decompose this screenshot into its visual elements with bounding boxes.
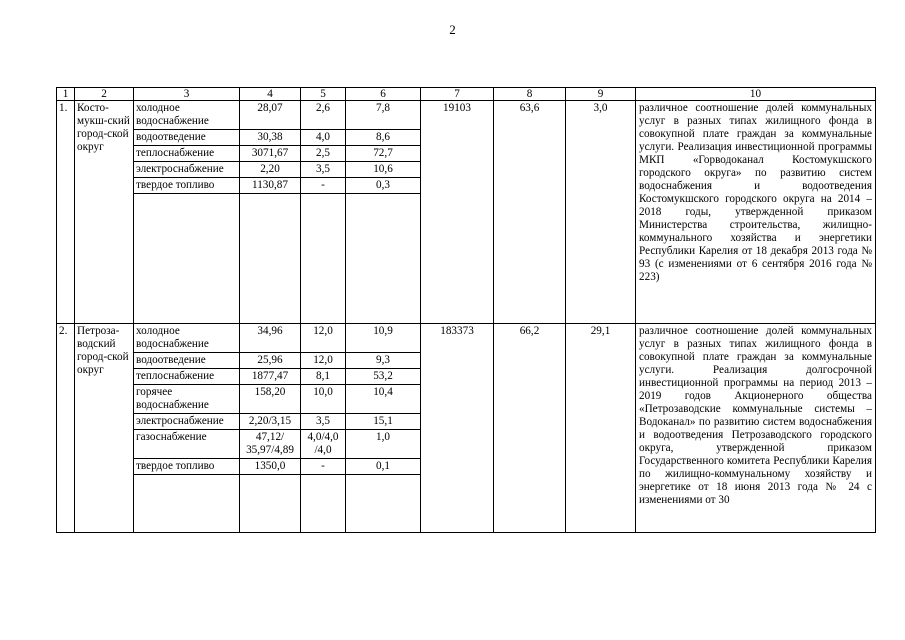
- service-name: холодное водоснабжение: [134, 101, 240, 130]
- service-name: электроснабжение: [134, 414, 240, 430]
- value-cell: 1130,87: [240, 178, 301, 194]
- value-cell: 30,38: [240, 130, 301, 146]
- value-cell: 0,3: [346, 178, 421, 194]
- service-name: электроснабжение: [134, 162, 240, 178]
- value-cell: 2,6: [301, 101, 346, 130]
- value-cell: 2,5: [301, 146, 346, 162]
- value-cell: 28,07: [240, 101, 301, 130]
- value-cell: 1,0: [346, 430, 421, 459]
- value-cell: 158,20: [240, 385, 301, 414]
- value-cell: 34,96: [240, 324, 301, 353]
- value-cell: 7,8: [346, 101, 421, 130]
- header-cell: 2: [75, 88, 134, 101]
- service-name: теплоснабжение: [134, 369, 240, 385]
- value-cell: 4,0/4,0 /4,0: [301, 430, 346, 459]
- value-cell: 10,0: [301, 385, 346, 414]
- value-cell: 0,1: [346, 459, 421, 475]
- value-cell: -: [301, 178, 346, 194]
- value-cell: 8,6: [346, 130, 421, 146]
- value-cell: 12,0: [301, 353, 346, 369]
- value-cell: 53,2: [346, 369, 421, 385]
- value-cell: 25,96: [240, 353, 301, 369]
- header-cell: 9: [566, 88, 636, 101]
- value-cell: 72,7: [346, 146, 421, 162]
- service-name: горячее водоснабжение: [134, 385, 240, 414]
- value-cell: 9,3: [346, 353, 421, 369]
- value-cell: 8,1: [301, 369, 346, 385]
- empty-cell: [301, 194, 346, 324]
- value-cell: 63,6: [494, 101, 566, 324]
- header-cell: 10: [636, 88, 876, 101]
- value-cell: 3071,67: [240, 146, 301, 162]
- empty-cell: [240, 475, 301, 533]
- value-cell: 1350,0: [240, 459, 301, 475]
- row-number: 1.: [57, 101, 75, 324]
- value-cell: 2,20: [240, 162, 301, 178]
- header-cell: 6: [346, 88, 421, 101]
- value-cell: 3,5: [301, 162, 346, 178]
- tariff-table: [56, 87, 876, 533]
- table-row: [57, 101, 876, 130]
- description-cell: различное соотношение долей коммунальных услуг в разных типах жилищного фонда в совокупной плате граждан за коммунальные услуги. Реализация инвестиционной программы МКП «Горводоканал Костомукшского городского округа» по развитию систем водоснабжения и водоотведения Костомукшского городского округа на 2014 – 2018 годы, утвержденной приказом Министерства строительства, жилищно-коммунального хозяйства и энергетики Республики Карелия от 18 декабря 2013 года № 93 (с изменениями от 6 сентября 2016 года № 223): [636, 101, 876, 324]
- header-cell: 5: [301, 88, 346, 101]
- service-name: твердое топливо: [134, 178, 240, 194]
- value-cell: 3,5: [301, 414, 346, 430]
- service-name: водоотведение: [134, 353, 240, 369]
- header-cell: 8: [494, 88, 566, 101]
- value-cell: 4,0: [301, 130, 346, 146]
- empty-cell: [134, 475, 240, 533]
- empty-cell: [301, 475, 346, 533]
- header-row: [57, 88, 876, 101]
- district-cell: Петроза-водский город-ской округ: [75, 324, 134, 533]
- service-name: теплоснабжение: [134, 146, 240, 162]
- value-cell: 2,20/3,15: [240, 414, 301, 430]
- page-number: 2: [449, 22, 456, 37]
- value-cell: 3,0: [566, 101, 636, 324]
- value-cell: 10,9: [346, 324, 421, 353]
- value-cell: 29,1: [566, 324, 636, 533]
- empty-cell: [240, 194, 301, 324]
- value-cell: 10,6: [346, 162, 421, 178]
- header-cell: 4: [240, 88, 301, 101]
- empty-cell: [134, 194, 240, 324]
- row-number: 2.: [57, 324, 75, 533]
- district-cell: Косто-мукш-ский город-ской округ: [75, 101, 134, 324]
- empty-cell: [346, 194, 421, 324]
- table-row: [57, 324, 876, 353]
- header-cell: 7: [421, 88, 494, 101]
- header-cell: 3: [134, 88, 240, 101]
- value-cell: 19103: [421, 101, 494, 324]
- value-cell: 47,12/ 35,97/4,89: [240, 430, 301, 459]
- value-cell: -: [301, 459, 346, 475]
- value-cell: 15,1: [346, 414, 421, 430]
- value-cell: 66,2: [494, 324, 566, 533]
- service-name: твердое топливо: [134, 459, 240, 475]
- empty-cell: [346, 475, 421, 533]
- value-cell: 10,4: [346, 385, 421, 414]
- description-cell: различное соотношение долей коммунальных услуг в разных типах жилищного фонда в совокупной плате граждан за коммунальные услуги. Реализация долгосрочной инвестиционной программы на период 2013 – 2019 годов Акционерного общества «Петрозаводские коммунальные системы – Водоканал» по развитию систем водоснабжения и водоотведения Петрозаводского городского округа, утвержденной приказом Государственного комитета Республики Карелия по жилищно-коммунальному хозяйству и энергетике от 18 июня 2013 года № 24 с изменениями от 30: [636, 324, 876, 533]
- value-cell: 12,0: [301, 324, 346, 353]
- value-cell: 1877,47: [240, 369, 301, 385]
- service-name: водоотведение: [134, 130, 240, 146]
- service-name: газоснабжение: [134, 430, 240, 459]
- value-cell: 183373: [421, 324, 494, 533]
- header-cell: 1: [57, 88, 75, 101]
- service-name: холодное водоснабжение: [134, 324, 240, 353]
